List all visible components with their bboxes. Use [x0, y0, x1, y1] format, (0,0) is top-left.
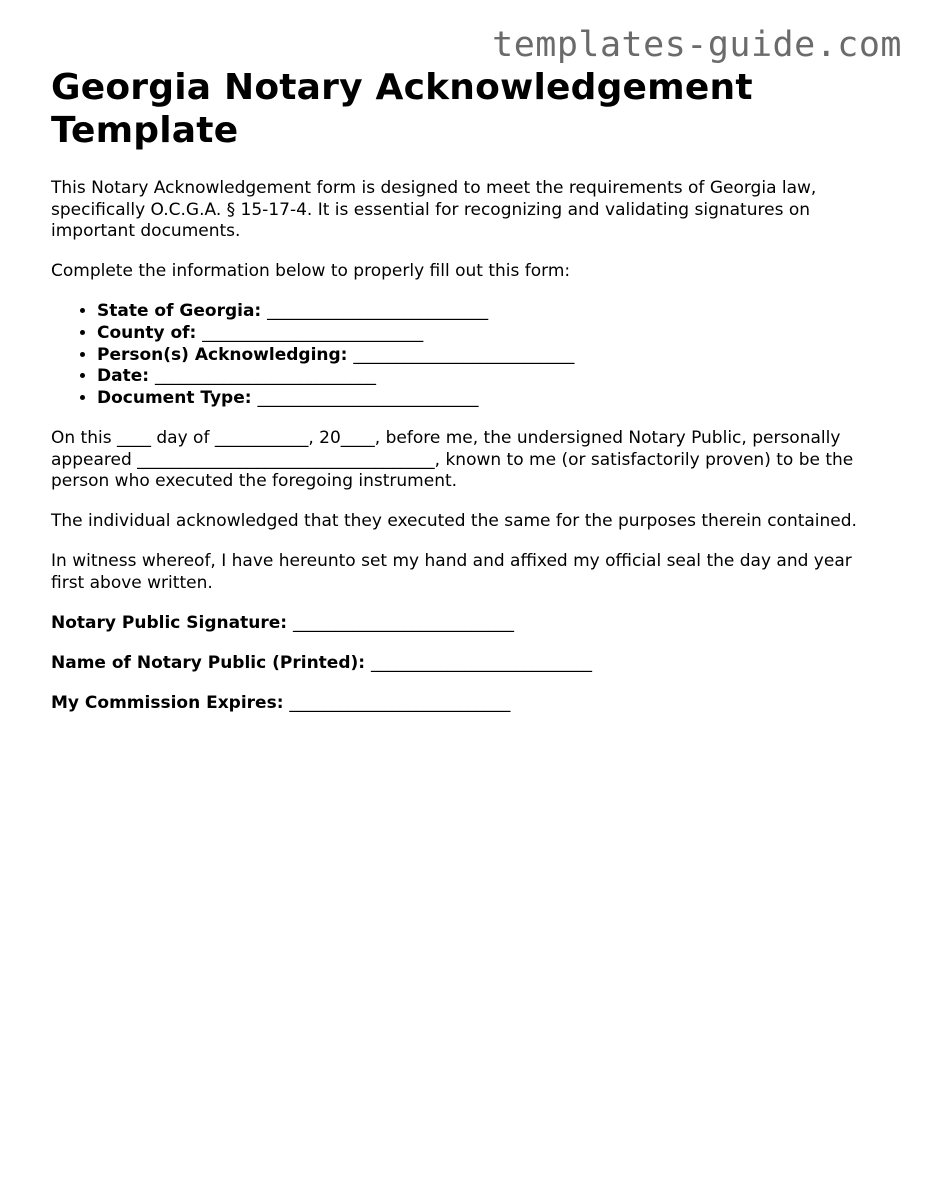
field-state	[97, 301, 881, 323]
field-persons-blank[interactable]: __________________________	[353, 344, 575, 365]
field-document-type-label: Document Type:	[97, 388, 252, 409]
instructions-paragraph: Complete the information below to properly fill out this form:	[51, 261, 571, 281]
witness-paragraph: In witness whereof, I have hereunto set my hand and affixed my official seal the day and year first above written.	[51, 551, 852, 593]
field-document-type	[97, 388, 881, 410]
document-body	[51, 66, 881, 733]
field-state-blank[interactable]: __________________________	[267, 301, 489, 321]
field-date-label: Date:	[97, 366, 150, 387]
field-county	[97, 323, 881, 345]
intro-paragraph: This Notary Acknowledgement form is designed to meet the requirements of Georgia law, specifically O.C.G.A. § 15-17-4. It is essential for recognizing and validating signatures on important documents.	[51, 178, 817, 241]
commission-expires-line	[51, 693, 881, 715]
page-title: Georgia Notary Acknowledgement Template	[51, 67, 753, 151]
commission-expires-blank[interactable]: __________________________	[289, 692, 511, 713]
acknowledgement-paragraph: The individual acknowledged that they executed the same for the purposes therein contained.	[51, 511, 857, 532]
notary-name-line	[51, 653, 881, 675]
field-date	[97, 366, 881, 388]
notary-signature-label: Notary Public Signature:	[51, 612, 288, 633]
field-state-label: State of Georgia:	[97, 301, 262, 321]
field-persons	[97, 345, 881, 367]
field-persons-label: Person(s) Acknowledging:	[97, 344, 348, 365]
watermark-text: templates-guide.com	[492, 25, 902, 65]
notary-name-blank[interactable]: __________________________	[370, 652, 592, 673]
field-document-type-blank[interactable]: __________________________	[257, 388, 479, 409]
notary-signature-blank[interactable]: __________________________	[292, 612, 514, 633]
field-county-blank[interactable]: __________________________	[202, 322, 424, 343]
notary-name-label: Name of Notary Public (Printed):	[51, 652, 366, 673]
field-county-label: County of:	[97, 322, 197, 343]
field-list	[51, 301, 881, 410]
statement-paragraph: On this ____ day of ___________, 20____, before me, the undersigned Notary Public, personally appeared ___________________________________, known to me (or satisfactorily proven) to be the person who executed the foregoing instrument.	[51, 428, 854, 492]
notary-signature-line	[51, 613, 881, 635]
field-date-blank[interactable]: __________________________	[154, 366, 376, 387]
commission-expires-label: My Commission Expires:	[51, 692, 284, 713]
